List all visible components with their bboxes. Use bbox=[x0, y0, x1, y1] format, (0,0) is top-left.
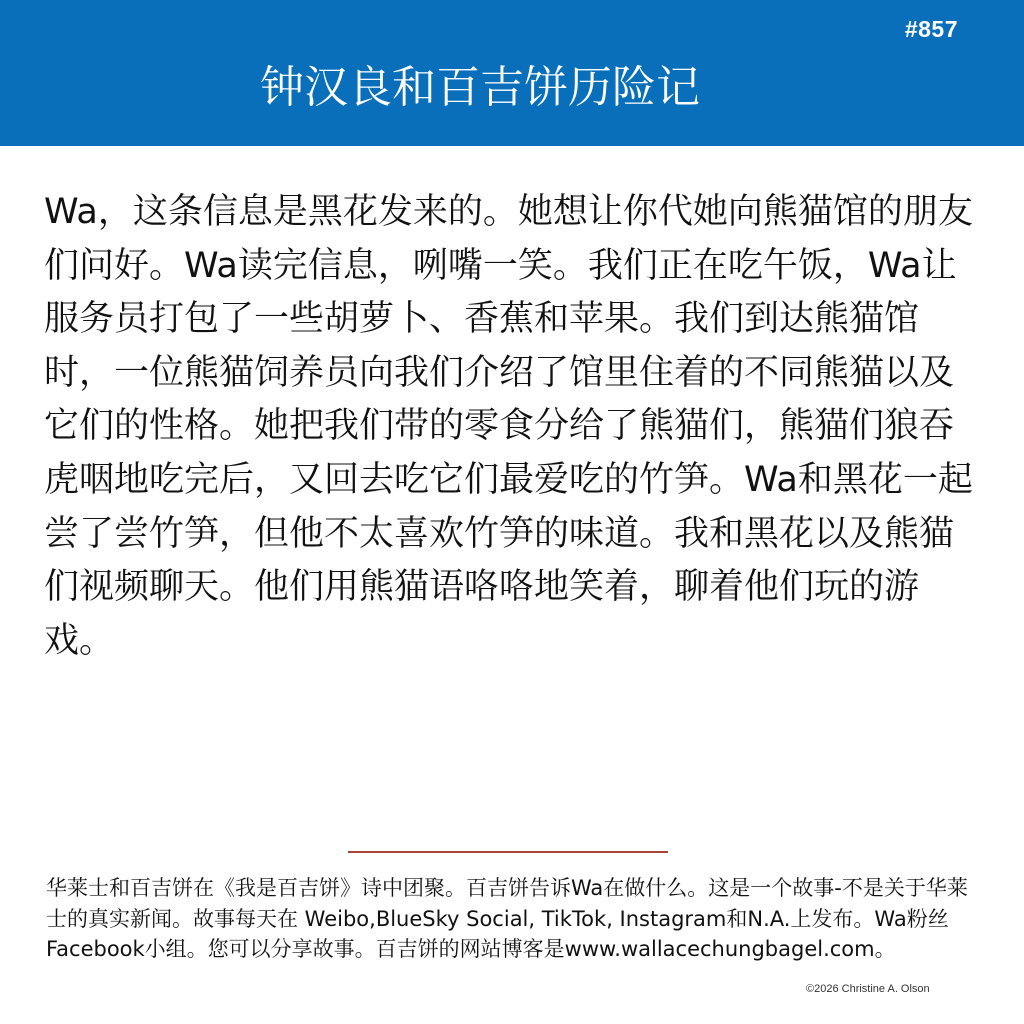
episode-number: #857 bbox=[904, 16, 958, 42]
divider bbox=[348, 851, 668, 853]
page-title: 钟汉良和百吉饼历险记 bbox=[260, 62, 700, 113]
story-text: Wa，这条信息是黑花发来的。她想让你代她向熊猫馆的朋友们问好。Wa读完信息，咧嘴一笑。我们正在吃午饭，Wa让服务员打包了一些胡萝卜、香蕉和苹果。我们到达熊猫馆时，一位熊猫饲养员向我们介绍了馆里住着的不同熊猫以及它们的性格。她把我们带的零食分给了熊猫们，熊猫们狼吞虎咽地吃完后，又回去吃它们最爱吃的竹笋。Wa和黑花一起尝了尝竹笋，但他不太喜欢竹笋的味道。我和黑花以及熊猫们视频聊天。他们用熊猫语咯咯地笑着，聊着他们玩的游戏。 bbox=[44, 192, 973, 661]
copyright: ©2026 Christine A. Olson bbox=[806, 983, 930, 995]
header-banner bbox=[0, 0, 1024, 146]
footer-note: 华莱士和百吉饼在《我是百吉饼》诗中团聚。百吉饼告诉Wa在做什么。这是一个故事-不是关于华莱士的真实新闻。故事每天在 Weibo,BlueSky Social, TikTok, Instagram和N.A.上发布。Wa粉丝Facebook小组。您可以分享故事。百吉饼的网站博客是www.wallacechungbagel.com。 bbox=[46, 876, 968, 961]
